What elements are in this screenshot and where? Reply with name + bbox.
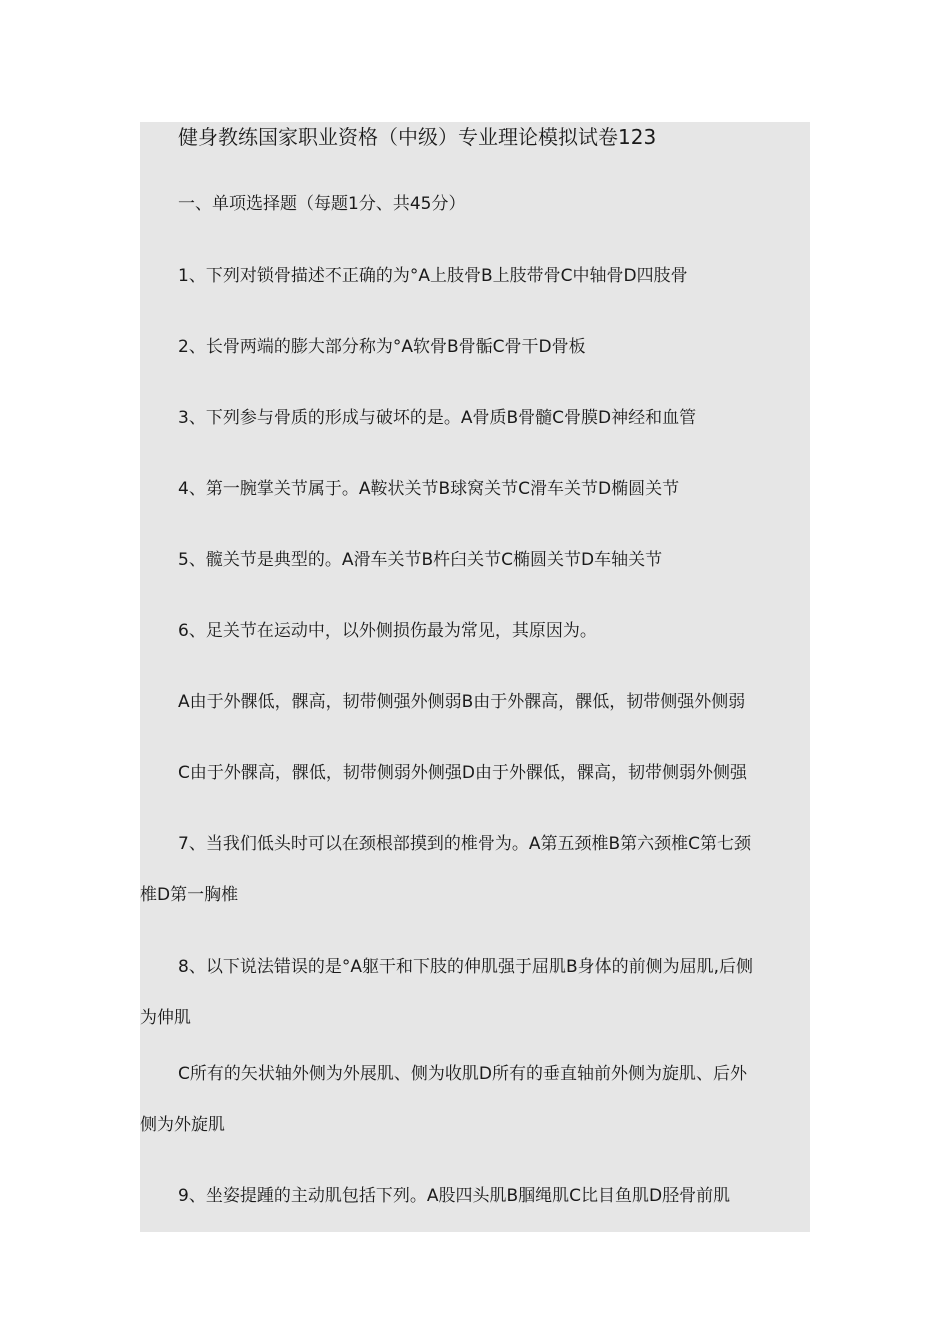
question-7: 7、当我们低头时可以在颈根部摸到的椎骨为。A第五颈椎B第六颈椎C第七颈 [178, 834, 751, 854]
question-2: 2、长骨两端的膨大部分称为°A软骨B骨骺C骨干D骨板 [178, 337, 586, 357]
question-4: 4、第一腕掌关节属于。A鞍状关节B球窝关节C滑车关节D椭圆关节 [178, 479, 680, 499]
question-6-options-ab: A由于外髁低，髁高，韧带侧强外侧弱B由于外髁高，髁低，韧带侧强外侧弱 [178, 692, 746, 712]
question-1: 1、下列对锁骨描述不正确的为°A上肢骨B上肢带骨C中轴骨D四肢骨 [178, 266, 688, 286]
question-5: 5、髋关节是典型的。A滑车关节B杵臼关节C椭圆关节D车轴关节 [178, 550, 663, 570]
question-3: 3、下列参与骨质的形成与破坏的是。A骨质B骨髓C骨膜D神经和血管 [178, 408, 697, 428]
question-8: 8、以下说法错误的是°A躯干和下肢的伸肌强于屈肌B身体的前侧为屈肌,后侧 [178, 957, 754, 977]
section-heading: 一、单项选择题（每题1分、共45分） [178, 194, 466, 214]
document-title: 健身教练国家职业资格（中级）专业理论模拟试卷123 [178, 125, 657, 149]
question-7-continued: 椎D第一胸椎 [140, 885, 239, 905]
question-8-options-continued: 侧为外旋肌 [140, 1115, 225, 1135]
question-9: 9、坐姿提踵的主动肌包括下列。A股四头肌B腘绳肌C比目鱼肌D胫骨前肌 [178, 1186, 731, 1206]
question-6: 6、足关节在运动中，以外侧损伤最为常见，其原因为。 [178, 621, 597, 641]
question-8-continued: 为伸肌 [140, 1008, 191, 1028]
question-8-options-cd: C所有的矢状轴外侧为外展肌、侧为收肌D所有的垂直轴前外侧为旋肌、后外 [178, 1064, 747, 1084]
question-6-options-cd: C由于外髁高，髁低，韧带侧弱外侧强D由于外髁低，髁高，韧带侧弱外侧强 [178, 763, 747, 783]
